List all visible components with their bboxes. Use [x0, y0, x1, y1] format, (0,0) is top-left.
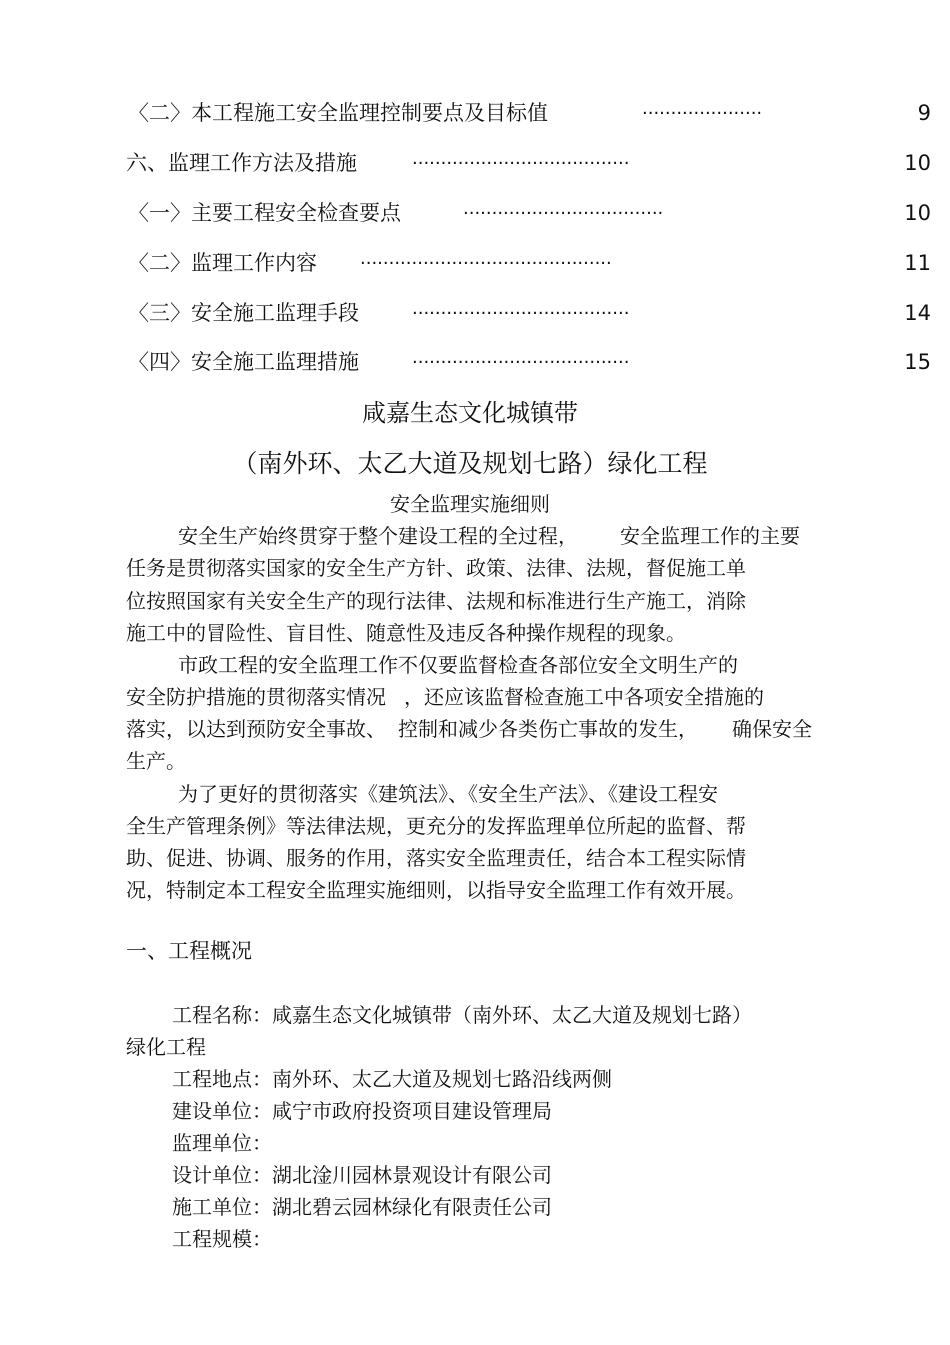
project-name: 工程名称：咸嘉生态文化城镇带（南外环、太乙大道及规划七路）	[172, 1003, 752, 1027]
design-unit: 设计单位：湖北淦川园林景观设计有限公司	[172, 1163, 552, 1187]
document-subtitle: （南外环、太乙大道及规划七路）绿化工程	[232, 449, 708, 478]
paragraph-line: 任务是贯彻落实国家的安全生产方针、政策、法律、法规，督促施工单	[126, 556, 746, 580]
project-name-continued: 绿化工程	[126, 1035, 206, 1059]
toc-entry[interactable]	[0, 298, 950, 328]
toc-entry-page: 10	[904, 201, 931, 225]
toc-entry-label: 〈一〉主要工程安全检查要点	[128, 201, 401, 225]
toc-entry-leader: ......................................	[412, 148, 630, 169]
toc-entry-label: 〈二〉监理工作内容	[128, 251, 317, 275]
construction-unit: 建设单位：咸宁市政府投资项目建设管理局	[172, 1099, 552, 1123]
toc-entry-label: 六、监理工作方法及措施	[126, 151, 357, 175]
text-fragment: 安全监理工作的主要	[620, 524, 800, 548]
paragraph-line: 况，特制定本工程安全监理实施细则，以指导安全监理工作有效开展。	[126, 878, 746, 902]
toc-entry-page: 10	[904, 151, 931, 175]
text-fragment: 确保安全	[732, 717, 812, 741]
paragraph-line: 施工中的冒险性、盲目性、随意性及违反各种操作规程的现象。	[126, 621, 686, 645]
text-fragment: 落实，以达到预防安全事故、	[126, 717, 386, 741]
paragraph-line: 生产。	[126, 749, 186, 773]
toc-entry-page: 14	[904, 301, 931, 325]
toc-entry-page: 15	[904, 350, 931, 374]
toc-entry[interactable]	[0, 248, 950, 278]
toc-entry[interactable]	[0, 98, 950, 128]
text-fragment: 安全防护措施的贯彻落实情况	[126, 685, 386, 709]
toc-entry[interactable]	[0, 148, 950, 178]
toc-entry-page: 11	[904, 251, 931, 275]
toc-entry-label: 〈三〉安全施工监理手段	[128, 301, 359, 325]
supervision-unit: 监理单位：	[172, 1131, 272, 1155]
paragraph-line	[178, 522, 800, 550]
toc-entry[interactable]	[0, 347, 950, 377]
paragraph-line: 位按照国家有关安全生产的现行法律、法规和标准进行生产施工，消除	[126, 589, 746, 613]
text-fragment: ，还应该监督检查施工中各项安全措施的	[404, 685, 764, 709]
document-title: 咸嘉生态文化城镇带	[362, 399, 578, 427]
text-fragment: 控制和减少各类伤亡事故的发生，	[398, 717, 698, 741]
toc-entry-leader: .....................	[642, 98, 763, 119]
toc-entry-leader: ......................................	[412, 298, 630, 319]
paragraph-line: 市政工程的安全监理工作不仅要监督检查各部位安全文明生产的	[178, 653, 738, 677]
paragraph-line	[126, 683, 764, 711]
toc-entry-label: 〈二〉本工程施工安全监理控制要点及目标值	[128, 101, 548, 125]
toc-entry-leader: ......................................	[412, 347, 630, 368]
project-scale: 工程规模：	[172, 1227, 272, 1251]
toc-entry[interactable]	[0, 198, 950, 228]
document-heading: 安全监理实施细则	[390, 492, 550, 516]
paragraph-line: 全生产管理条例》等法律法规，更充分的发挥监理单位所起的监督、帮	[126, 814, 746, 838]
toc-entry-label: 〈四〉安全施工监理措施	[128, 350, 359, 374]
project-location: 工程地点：南外环、太乙大道及规划七路沿线两侧	[172, 1067, 612, 1091]
paragraph-line: 助、促进、协调、服务的作用，落实安全监理责任，结合本工程实际情	[126, 846, 746, 870]
text-fragment: 安全生产始终贯穿于整个建设工程的全过程，	[178, 524, 578, 548]
paragraph-line	[126, 715, 812, 743]
section-heading: 一、工程概况	[126, 939, 252, 963]
toc-entry-leader: ...................................	[463, 198, 664, 219]
toc-entry-page: 9	[917, 101, 931, 125]
paragraph-line: 为了更好的贯彻落实《建筑法》、《安全生产法》、《建设工程安	[178, 782, 718, 806]
contractor-unit: 施工单位：湖北碧云园林绿化有限责任公司	[172, 1195, 552, 1219]
toc-entry-leader: ............................................	[360, 248, 612, 269]
